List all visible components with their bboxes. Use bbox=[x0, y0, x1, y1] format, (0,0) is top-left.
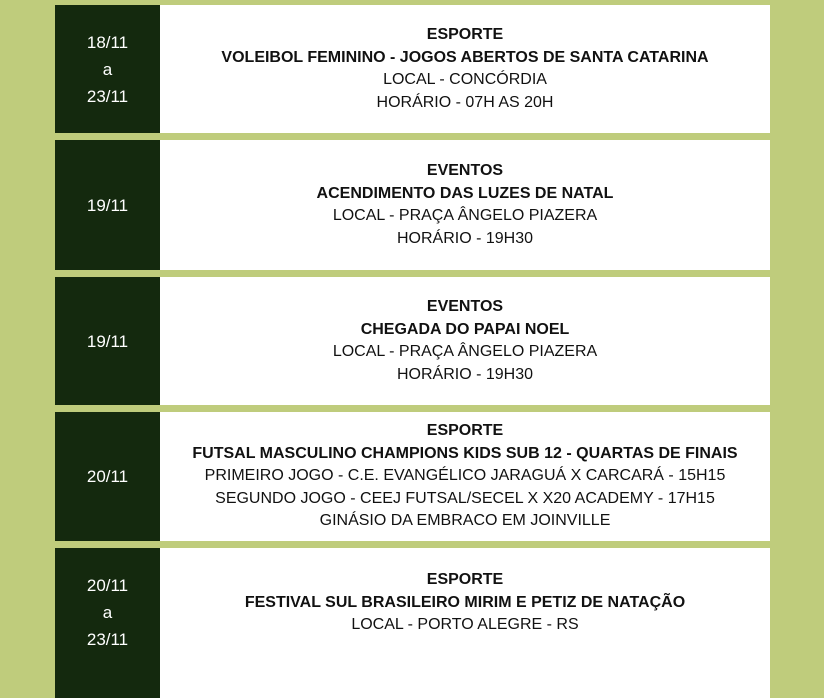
event-info-line: HORÁRIO - 07H AS 20H bbox=[376, 93, 554, 111]
event-info-line: LOCAL - PRAÇA ÂNGELO PIAZERA bbox=[332, 343, 598, 360]
event-date bbox=[55, 140, 160, 270]
event-row bbox=[55, 277, 770, 405]
date-line: 23/11 bbox=[86, 86, 129, 106]
event-category: ESPORTE bbox=[426, 571, 504, 589]
event-details bbox=[160, 277, 770, 405]
event-info-line: SEGUNDO JOGO - CEEJ FUTSAL/SECEL X X20 ACADEMY - 17H15 bbox=[215, 489, 715, 507]
date-line: a bbox=[102, 59, 113, 79]
event-title: ACENDIMENTO DAS LUZES DE NATAL bbox=[316, 184, 614, 202]
event-category: ESPORTE bbox=[426, 422, 504, 440]
event-date bbox=[55, 277, 160, 405]
event-info-line: HORÁRIO - 19H30 bbox=[396, 365, 534, 383]
event-category: EVENTOS bbox=[426, 298, 504, 315]
event-details bbox=[160, 412, 770, 541]
event-info-line: LOCAL - PRAÇA ÂNGELO PIAZERA bbox=[332, 207, 598, 224]
event-info-line: PRIMEIRO JOGO - C.E. EVANGÉLICO JARAGUÁ X CARCARÁ - 15H15 bbox=[204, 467, 726, 485]
date-line: 23/11 bbox=[86, 629, 129, 649]
date-line: 19/11 bbox=[86, 195, 129, 215]
event-title: FESTIVAL SUL BRASILEIRO MIRIM E PETIZ DE NATAÇÃO bbox=[244, 593, 686, 611]
event-title: VOLEIBOL FEMININO - JOGOS ABERTOS DE SANTA CATARINA bbox=[221, 48, 709, 66]
event-details bbox=[160, 140, 770, 270]
event-info-line: HORÁRIO - 19H30 bbox=[396, 229, 534, 247]
event-row bbox=[55, 140, 770, 270]
date-line: 20/11 bbox=[86, 575, 129, 595]
event-row bbox=[55, 548, 770, 698]
event-details bbox=[160, 5, 770, 133]
event-row bbox=[55, 5, 770, 133]
event-details bbox=[160, 548, 770, 698]
event-date bbox=[55, 548, 160, 698]
event-date bbox=[55, 412, 160, 541]
event-title: CHEGADA DO PAPAI NOEL bbox=[360, 320, 570, 338]
event-info-line: LOCAL - CONCÓRDIA bbox=[383, 71, 547, 88]
event-row bbox=[55, 412, 770, 541]
date-line: a bbox=[102, 602, 113, 622]
date-line: 20/11 bbox=[86, 467, 129, 486]
event-category: EVENTOS bbox=[426, 162, 504, 179]
date-line: 18/11 bbox=[86, 32, 129, 52]
event-info-line: LOCAL - PORTO ALEGRE - RS bbox=[351, 616, 579, 634]
event-category: ESPORTE bbox=[426, 26, 504, 43]
event-date bbox=[55, 5, 160, 133]
event-title: FUTSAL MASCULINO CHAMPIONS KIDS SUB 12 - QUARTAS DE FINAIS bbox=[192, 444, 738, 462]
date-line: 19/11 bbox=[86, 331, 129, 351]
event-info-line: GINÁSIO DA EMBRACO EM JOINVILLE bbox=[319, 512, 611, 530]
